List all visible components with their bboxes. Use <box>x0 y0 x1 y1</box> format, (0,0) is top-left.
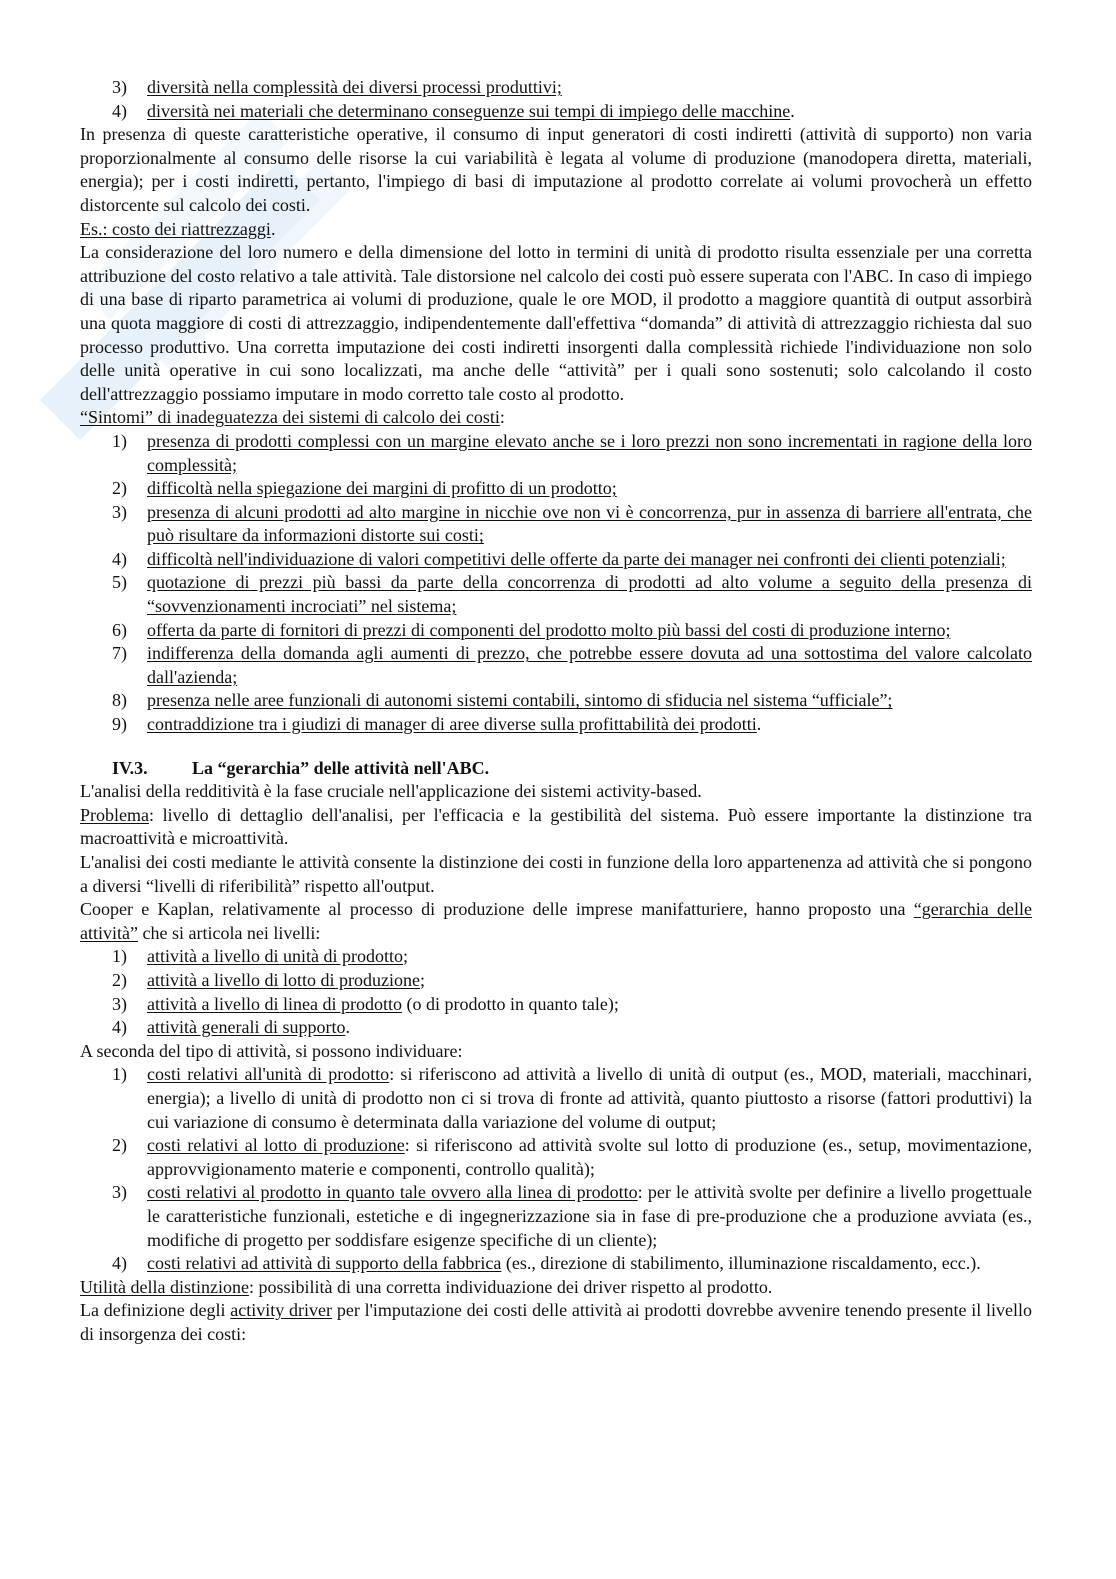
list-item: 4) difficoltà nell'individuazione di valori competitivi delle offerte da parte dei manager nei confronti dei clienti potenziali; <box>112 548 1006 569</box>
list-item: 1) presenza di prodotti complessi con un margine elevato anche se i loro prezzi non sono incrementati in ragione della loro complessità; <box>112 430 1032 475</box>
list-item: 8) presenza nelle aree funzionali di autonomi sistemi contabili, sintomo di sfiducia nel sistema “ufficiale”; <box>112 690 893 711</box>
list-item: 2) difficoltà nella spiegazione dei margini di profitto di un prodotto; <box>112 478 617 499</box>
list-item: 1) costi relativi all'unità di prodotto: si riferiscono ad attività a livello di unità di output (es., MOD, materiali, macchinari, energia); a livello di unità di prodotto non ci si trova di fronte ad attività, quanto piuttosto a risorse (fattori produttivi) la cui variazione di consumo è determinata dalla variazione del volume di output; <box>112 1064 1032 1132</box>
paragraph-3: L'analisi della redditività è la fase cruciale nell'applicazione dei sistemi activity-based. <box>80 781 702 802</box>
top-list <box>80 76 1032 123</box>
costi-list <box>80 1063 1032 1275</box>
paragraph-5: Cooper e Kaplan, relativamente al processo di produzione delle imprese manifatturiere, hanno proposto una “gerarchia delle attività” che si articola nei livelli: <box>80 899 1033 943</box>
example-label: Es.: costo dei riattrezzaggi. <box>80 218 276 239</box>
paragraph-6: A seconda del tipo di attività, si possono individuare: <box>80 1040 463 1061</box>
list-item: 7) indifferenza della domanda agli aumenti di prezzo, che potrebbe essere dovuta ad una sottostima del valore calcolato dall'azienda; <box>112 643 1032 687</box>
list-item: 2) costi relativi al lotto di produzione: si riferiscono ad attività svolte sul lotto di produzione (es., setup, movimentazione, approvvigionamento materie e componenti, controllo qualità); <box>112 1135 1032 1179</box>
paragraph-7: La definizione degli activity driver per l'imputazione dei costi delle attività ai prodotti dovrebbe avvenire tenendo presente il livello di insorgenza dei costi: <box>80 1300 1032 1344</box>
list-item: 4) costi relativi ad attività di supporto della fabbrica (es., direzione di stabilimento, illuminazione riscaldamento, ecc.). <box>112 1253 981 1274</box>
utilita-paragraph: Utilità della distinzione: possibilità di una corretta individuazione dei driver rispetto al prodotto. <box>80 1276 773 1297</box>
list-item: 2) attività a livello di lotto di produzione; <box>112 969 425 990</box>
sintomi-list <box>80 430 1032 737</box>
list-item: 3) diversità nella complessità dei diversi processi produttivi; <box>112 77 562 97</box>
section-heading: IV.3. La “gerarchia” delle attività nell'ABC. <box>112 757 490 778</box>
sintomi-heading: “Sintomi” di inadeguatezza dei sistemi di calcolo dei costi: <box>80 407 505 428</box>
problema-paragraph: Problema: livello di dettaglio dell'analisi, per l'efficacia e la gestibilità del sistema. Può essere importante la distinzione tra macroattività e microattività. <box>80 804 1032 849</box>
list-item: 6) offerta da parte di fornitori di prezzi di componenti del prodotto molto più bassi del costi di produzione interno; <box>112 619 951 640</box>
list-item: 3) presenza di alcuni prodotti ad alto margine in nicchie ove non vi è concorrenza, pur in assenza di barriere all'entrata, che può risultare da informazioni distorte sui costi; <box>112 501 1032 546</box>
list-item: 4) attività generali di supporto. <box>112 1017 350 1038</box>
paragraph-1: In presenza di queste caratteristiche operative, il consumo di input generatori di costi indiretti (attività di supporto) non varia proporzionalmente al consumo delle risorse la cui variabilità è legata al volume di produzione (manodopera diretta, materiali, energia); per i costi indiretti, pertanto, l'impiego di basi di imputazione al prodotto correlate ai volumi provocherà un effetto distorcente sul calcolo dei costi. <box>80 124 1032 215</box>
livelli-list <box>80 945 1032 1039</box>
paragraph-4: L'analisi dei costi mediante le attività consente la distinzione dei costi in funzione della loro appartenenza ad attività che si pongono a diversi “livelli di riferibilità” rispetto all'output. <box>80 852 1032 896</box>
list-item: 9) contraddizione tra i giudizi di manager di aree diverse sulla profittabilità dei prodotti. <box>112 714 762 735</box>
list-item: 3) attività a livello di linea di prodotto (o di prodotto in quanto tale); <box>112 993 619 1014</box>
list-item: 4) diversità nei materiali che determinano conseguenze sui tempi di impiego delle macchine. <box>112 100 795 121</box>
list-item: 5) quotazione di prezzi più bassi da parte della concorrenza di prodotti ad alto volume a seguito della presenza di “sovvenzionamenti incrociati” nel sistema; <box>112 572 1032 617</box>
document-page <box>80 76 1032 1346</box>
list-item: 1) attività a livello di unità di prodotto; <box>112 946 408 967</box>
paragraph-2: La considerazione del loro numero e della dimensione del lotto in termini di unità di prodotto risulta essenziale per una corretta attribuzione del costo relativo a tale attività. Tale distorsione nel calcolo dei costi può essere superata con l'ABC. In caso di impiego di una base di riparto parametrica ai volumi di produzione, quale le ore MOD, il prodotto a maggiore quantità di output assorbirà una quota maggiore di costi di attrezzaggio, indipendentemente dall'effettiva “domanda” di attività di attrezzaggio richiesta dal suo processo produttivo. Una corretta imputazione dei costi indiretti insorgenti dalla complessità richiede l'individuazione non solo delle unità operative in cui sono localizzati, ma anche delle “attività” per i quali sono sostenuti; solo calcolando il costo dell'attrezzaggio possiamo imputare in modo corretto tale costo al prodotto. <box>80 242 1032 404</box>
list-item: 3) costi relativi al prodotto in quanto tale ovvero alla linea di prodotto: per le attività svolte per definire a livello progettuale le caratteristiche funzionali, estetiche e di ingegnerizzazione sia in fase di pre-produzione che a produzione avviata (es., modifiche di progetto per soddisfare esigenze specifiche di un cliente); <box>112 1182 1032 1250</box>
